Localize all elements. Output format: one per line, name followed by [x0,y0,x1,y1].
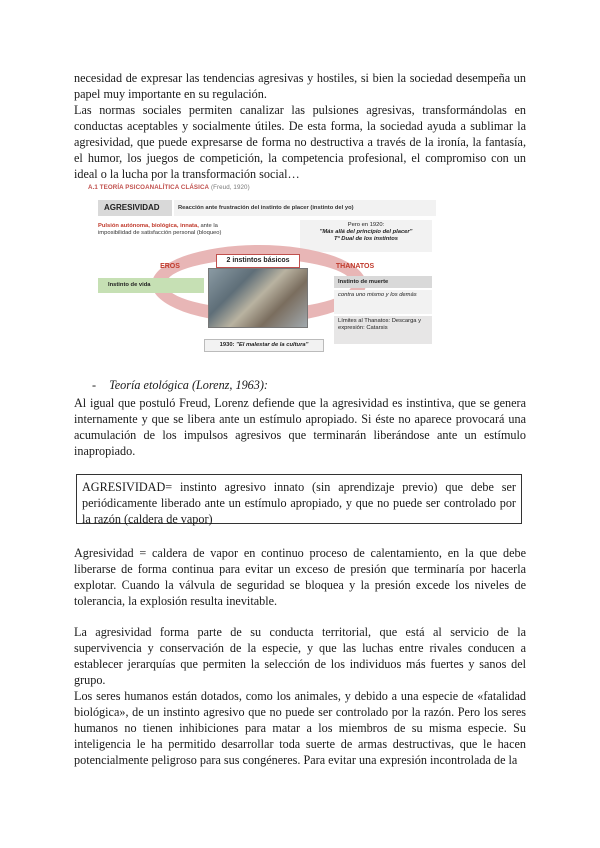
malestar-title: "El malestar de la cultura" [236,342,309,348]
pero-line-3: Tª Dual de los instintos [334,236,398,242]
reaccion-label: Reacción ante frustración del instinto de placer (instinto del yo) [174,200,436,216]
paragraph-5: La agresividad forma parte de su conducta territorial, que está al servicio de la supervivencia y conservación de la especie, y que las luchas entre rivales conducen a establecer jerarquías que permiten la selección de los individuos más fuertes y sanos del grupo. [74,625,526,687]
bullet-text: Teoría etológica (Lorenz, 1963): [109,378,268,392]
artwork-image [208,268,308,328]
paragraph-4: Agresividad = caldera de vapor en continuo proceso de calentamiento, en la que debe liberarse de forma continua para evitar un exceso de presión que terminaría por hacerla explotar. Cuando la válvula de seguridad se bloquea y la presión excede los niveles de tolerancia, la explosión resulta inevitable. [74,546,526,608]
pulsion-rest: ante la imposibilidad de satisfacción personal (bloqueo) [98,223,222,236]
freud-theory-diagram [88,183,438,357]
bullet-etologica [92,378,268,393]
contra-box: contra uno mismo y los demás [334,290,432,314]
paragraph-2: Las normas sociales permiten canalizar las pulsiones agresivas, transformándolas en conductas aceptables y socialmente útiles. De esta forma, la sociedad ayuda a sublimar la agresividad, que puede expresarse de forma no destructiva a través de la ironía, la fantasía, el humor, los juegos de competición, la competencia profesional, el compromiso con un ideal o la lucha por la transformación social… [74,103,526,181]
agresividad-definition-box: AGRESIVIDAD= instinto agresivo innato (sin aprendizaje previo) que debe ser periódicamente liberado ante un estímulo apropiado, y que no puede ser controlado por la razón (caldera de vapor) [76,474,522,524]
limites-box: Límites al Thanatos: Descarga y expresión: Catarsis [334,316,432,344]
paragraph-3: Al igual que postuló Freud, Lorenz defiende que la agresividad es instintiva, que se genera internamente y que se libera ante un estímulo apropiado. Si éste no aparece provocará una acumulación de los impulsos agresivos que terminarán liberándose ante un estímulo inapropiado. [74,396,526,458]
paragraph-1: necesidad de expresar las tendencias agresivas y hostiles, si bien la sociedad desempeña un papel muy importante en su regulación. [74,71,526,101]
bullet-dash: - [92,378,97,392]
instinto-vida-box: Instinto de vida [98,278,204,293]
instinto-muerte-box: Instinto de muerte [334,276,432,288]
pero-line-2: "Más allá del principio del placer" [319,229,413,235]
pero-line-1: Pero en 1920: [347,222,385,228]
malestar-box [204,339,324,352]
thanatos-label: THANATOS [335,263,375,270]
pulsion-text [98,223,248,237]
paragraph-6: Los seres humanos están dotados, como los animales, y debido a una especie de «fatalidad biológica», de un instinto agresivo que no puede ser controlado por la razón. Pero los seres humanos no tienen inhibiciones para matar a los miembros de su misma especie. Su inteligencia le ha permitido desarrollar toda suerte de armas destructivas, que le hacen potencialmente peligroso para sus congéneres. Para evitar una expresión incontrolada de la [74,689,526,767]
malestar-year: 1930: [219,342,235,348]
eros-label: EROS [160,263,180,270]
pulsion-highlight: Pulsión autónoma, biológica, innata, [98,223,199,229]
instintos-basicos-label: 2 instintos básicos [216,254,300,268]
pero-1920-box [300,220,432,252]
diagram-title-main: A.1 TEORÍA PSICOANALÍTICA CLÁSICA [88,184,210,191]
diagram-title-year: (Freud, 1920) [210,184,250,191]
agresividad-label: AGRESIVIDAD [98,200,172,216]
diagram-title [88,184,250,191]
